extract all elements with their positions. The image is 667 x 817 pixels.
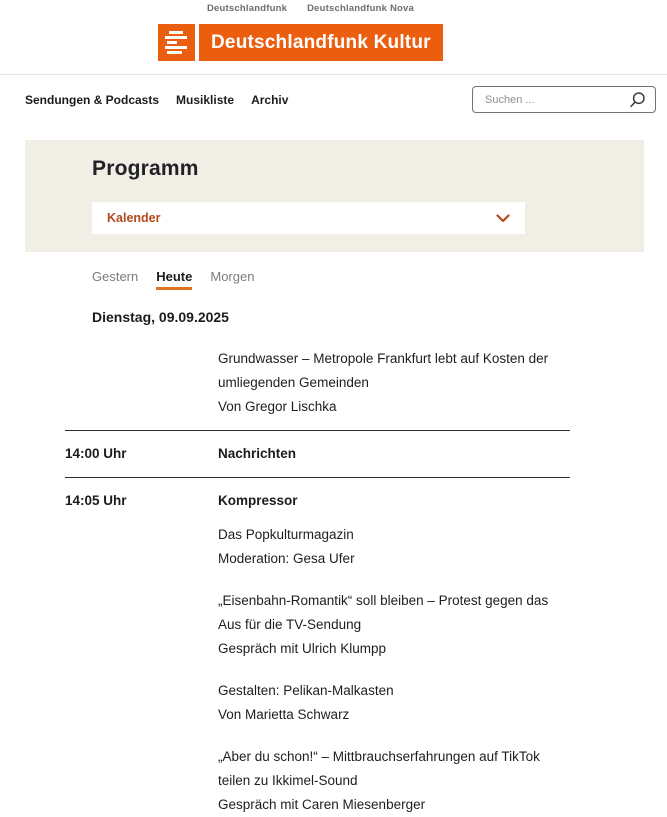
meta-link-deutschlandfunk[interactable]: Deutschlandfunk <box>207 3 288 14</box>
search-input[interactable] <box>483 93 622 107</box>
entry-main <box>218 347 568 419</box>
entry-time <box>65 347 218 419</box>
entry-paragraph: Das Popkulturmagazin Moderation: Gesa Ufer <box>218 527 355 566</box>
entry-main <box>218 489 568 817</box>
entry-paragraph: „Aber du schon!“ – Mittbrauchserfahrungen auf TikTok teilen zu Ikkimel-Sound Gespräch mit Caren Miesenberger <box>218 749 540 812</box>
entry-divider <box>65 430 570 431</box>
page-title: Programm <box>92 157 199 180</box>
nav-item-musikliste[interactable]: Musikliste <box>176 92 235 107</box>
schedule-entry <box>65 442 570 466</box>
schedule-entries <box>65 347 570 817</box>
tab-heute[interactable]: Heute <box>156 269 192 290</box>
entry-title: Nachrichten <box>218 446 297 461</box>
entry-main <box>218 442 568 466</box>
entry-time: 14:00 Uhr <box>65 446 127 461</box>
main-nav <box>0 74 667 124</box>
deutschlandradio-logo-icon <box>158 24 195 61</box>
nav-item-sendungen-podcasts[interactable]: Sendungen & Podcasts <box>25 92 160 107</box>
schedule-entry <box>65 347 570 419</box>
hero-section <box>25 140 644 252</box>
tab-gestern[interactable]: Gestern <box>92 269 139 284</box>
date-heading: Dienstag, 09.09.2025 <box>92 309 229 325</box>
nav-item-archiv[interactable]: Archiv <box>251 92 289 107</box>
chevron-down-icon <box>496 214 510 223</box>
search-box[interactable] <box>472 86 656 113</box>
nav-items <box>25 93 288 107</box>
entry-time: 14:05 Uhr <box>65 493 127 508</box>
day-tabs <box>92 269 667 290</box>
entry-divider <box>65 477 570 478</box>
entry-paragraph: Grundwasser – Metropole Frankfurt lebt auf Kosten der umliegenden Gemeinden Von Gregor Lischka <box>218 351 549 414</box>
entry-title: Kompressor <box>218 493 298 508</box>
schedule-entry <box>65 489 570 817</box>
kalender-dropdown-label: Kalender <box>107 211 161 225</box>
search-icon[interactable] <box>628 91 646 109</box>
tab-morgen[interactable]: Morgen <box>210 269 255 284</box>
entry-paragraph: Gestalten: Pelikan-Malkasten Von Marietta Schwarz <box>218 683 394 722</box>
kalender-dropdown[interactable] <box>92 202 525 234</box>
entry-paragraph: „Eisenbahn-Romantik“ soll bleiben – Protest gegen das Aus für die TV-Sendung Gespräch mit Ulrich Klumpp <box>218 593 549 656</box>
meta-link-deutschlandfunk-nova[interactable]: Deutschlandfunk Nova <box>307 3 414 14</box>
meta-nav <box>0 0 667 14</box>
brand-title[interactable]: Deutschlandfunk Kultur <box>199 24 443 61</box>
brand-logo[interactable] <box>158 24 667 61</box>
